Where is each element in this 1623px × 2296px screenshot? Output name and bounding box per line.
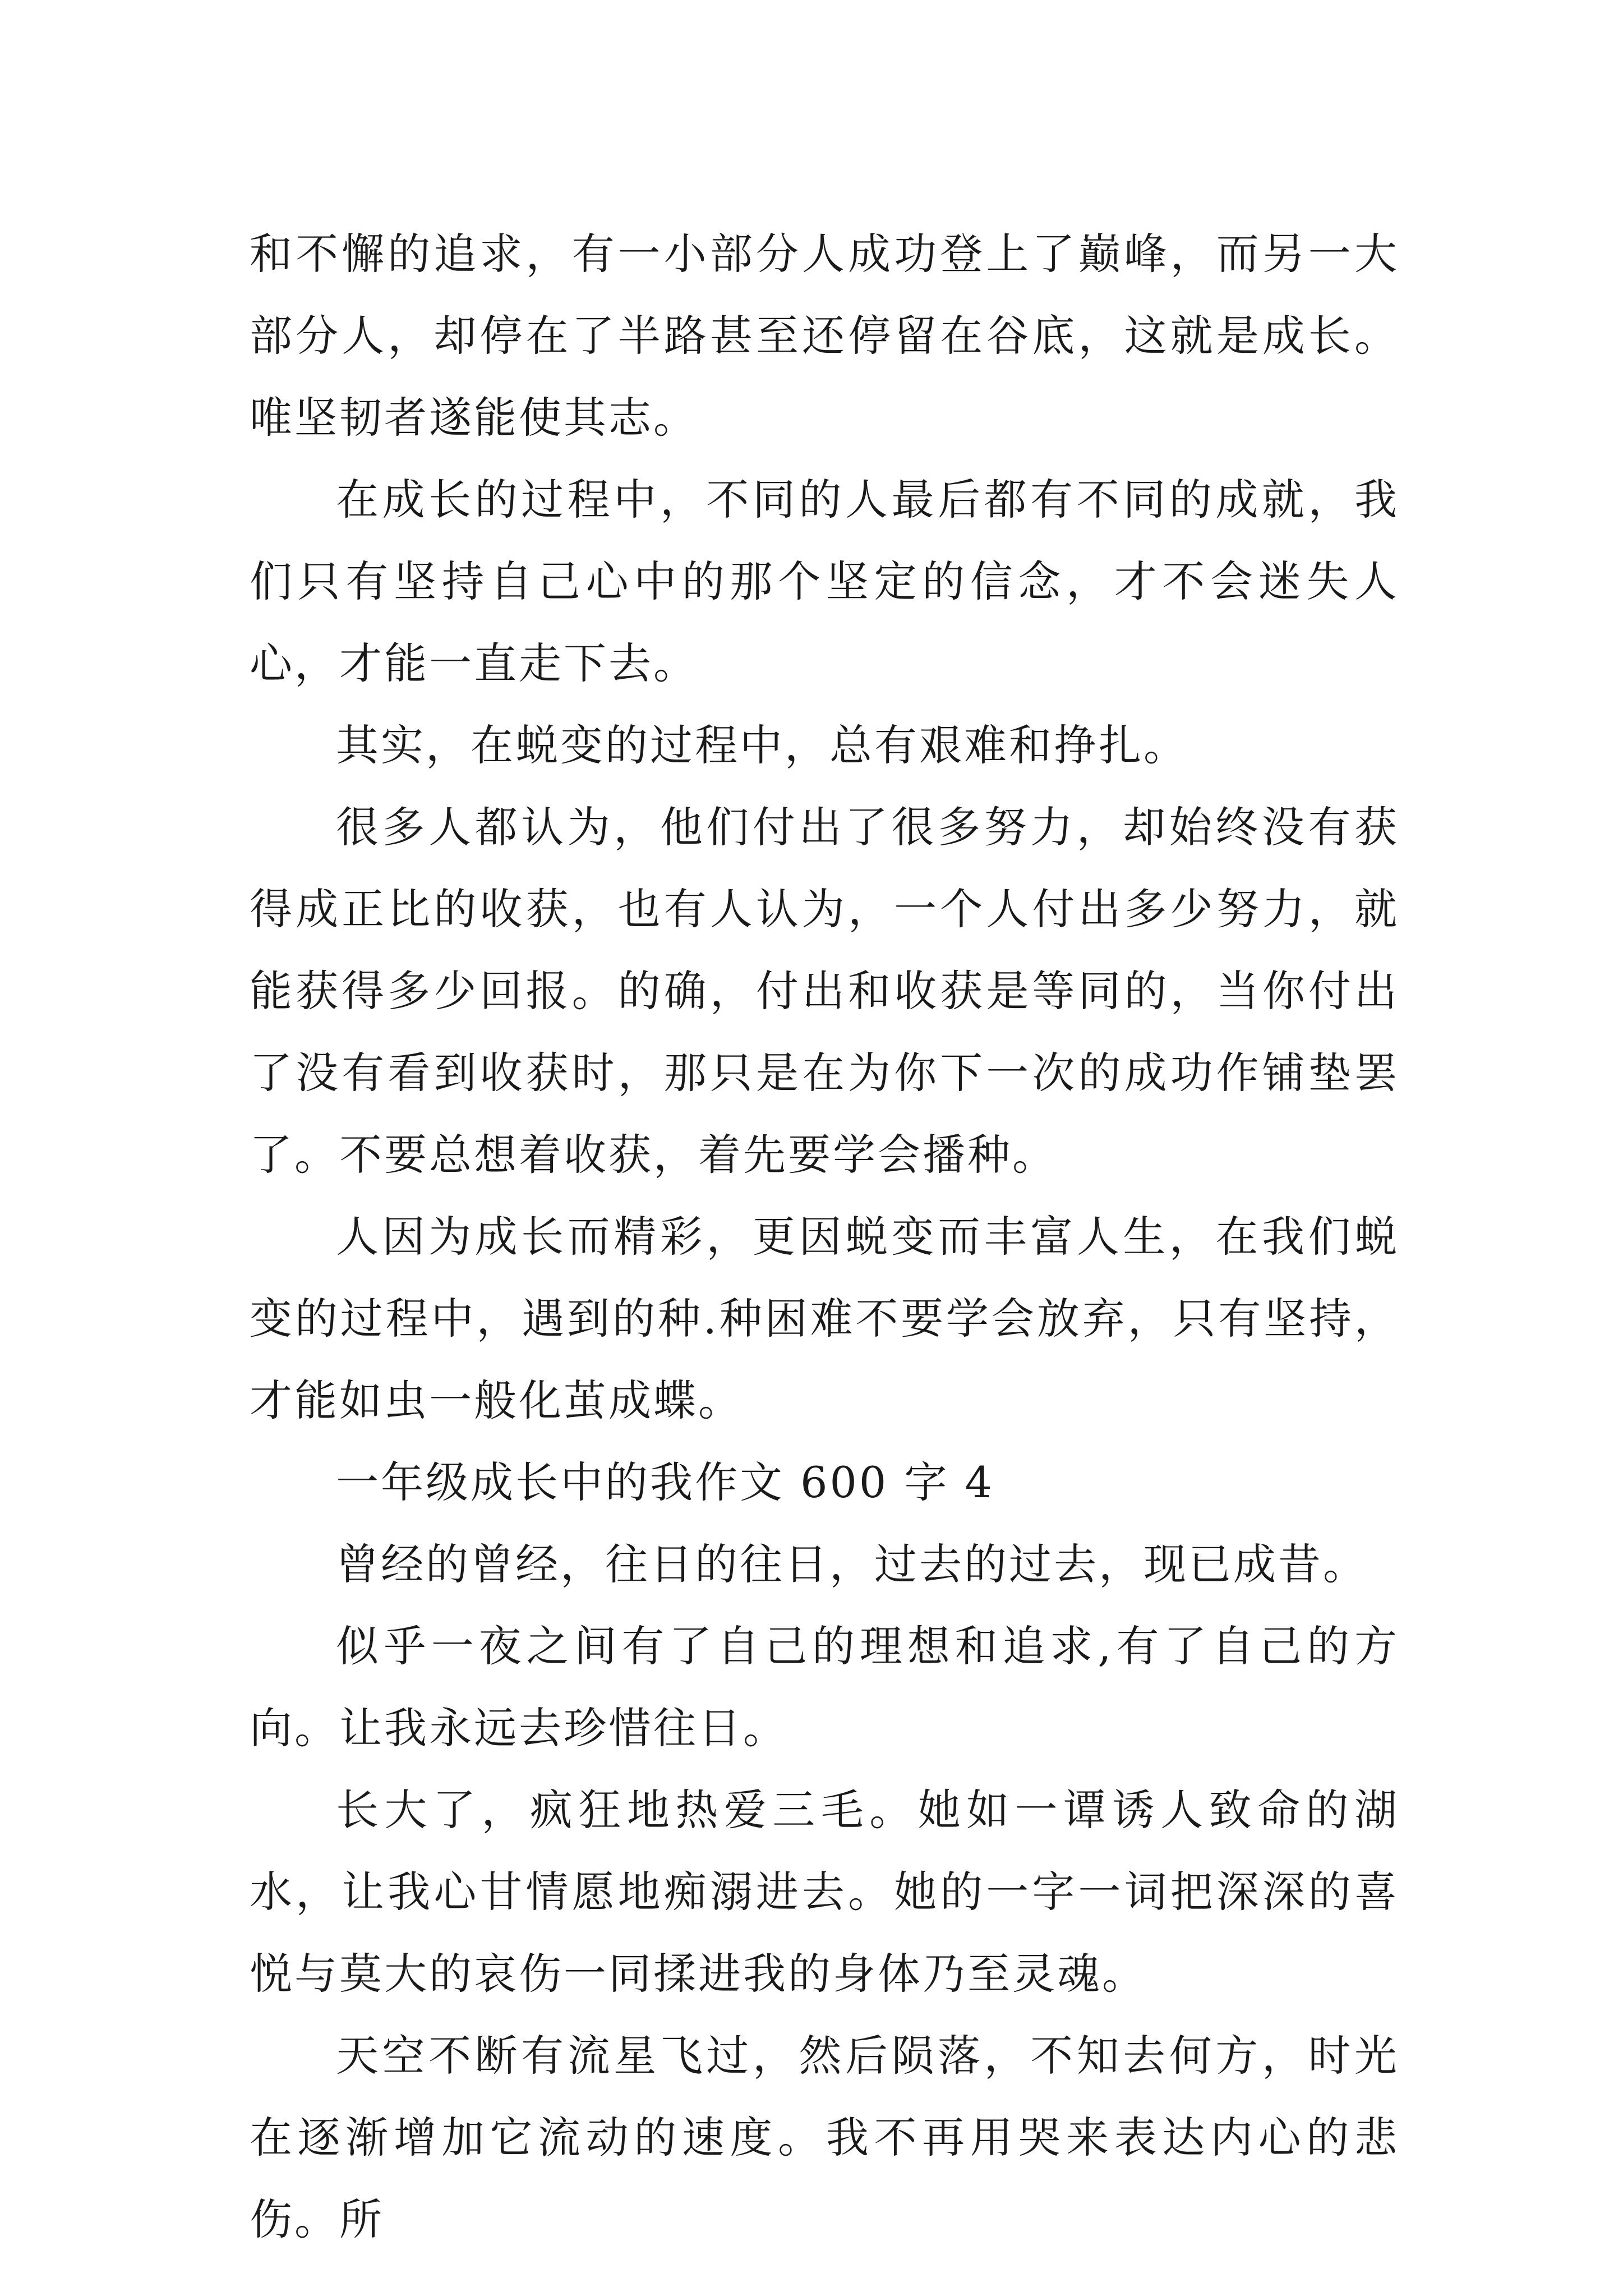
paragraph: 很多人都认为，他们付出了很多努力，却始终没有获得成正比的收获，也有人认为，一个人付出多少努力，就能获得多少回报。的确，付出和收获是等同的，当你付出了没有看到收获时，那只是在为你下一次的成功作铺垫罢了。不要总想着收获，着先要学会播种。 bbox=[250, 802, 1399, 1180]
paragraph: 天空不断有流星飞过，然后陨落，不知去何方，时光在逐渐增加它流动的速度。我不再用哭来表达内心的悲伤。所 bbox=[250, 2031, 1399, 2244]
paragraph: 长大了，疯狂地热爱三毛。她如一谭诱人致命的湖水，让我心甘情愿地痴溺进去。她的一字一词把深深的喜悦与莫大的哀伤一同揉进我的身体乃至灵魂。 bbox=[250, 1785, 1399, 1999]
paragraph: 和不懈的追求，有一小部分人成功登上了巅峰，而另一大部分人，却停在了半路甚至还停留在谷底，这就是成长。唯坚韧者遂能使其志。 bbox=[250, 229, 1399, 443]
paragraph: 其实，在蜕变的过程中，总有艰难和挣扎。 bbox=[336, 720, 1188, 770]
paragraph: 似乎一夜之间有了自己的理想和追求,有了自己的方向。让我永远去珍惜往日。 bbox=[250, 1621, 1399, 1753]
paragraph: 在成长的过程中，不同的人最后都有不同的成就，我们只有坚持自己心中的那个坚定的信念，才不会迷失人心，才能一直走下去。 bbox=[250, 475, 1399, 688]
section-heading: 一年级成长中的我作文 600 字 4 bbox=[336, 1457, 994, 1507]
paragraph: 人因为成长而精彩，更因蜕变而丰富人生，在我们蜕变的过程中，遇到的种.种困难不要学会放弃，只有坚持，才能如虫一般化茧成蝶。 bbox=[250, 1212, 1399, 1425]
paragraph: 曾经的曾经，往日的往日，过去的过去，现已成昔。 bbox=[336, 1539, 1368, 1589]
document-body bbox=[250, 213, 1399, 2261]
